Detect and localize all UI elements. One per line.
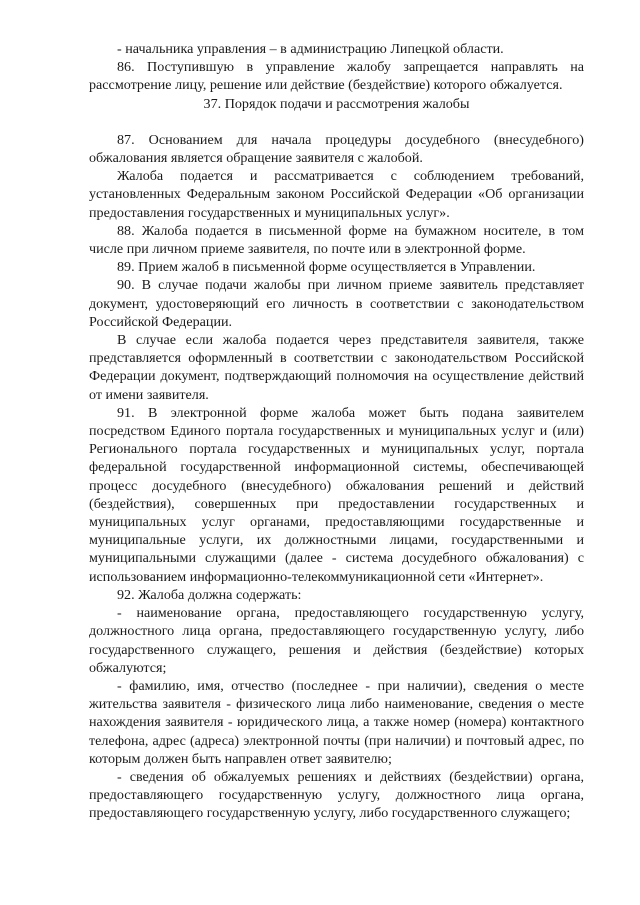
paragraph-complaint-rules: Жалоба подается и рассматривается с соблюдением требований, установленных Федеральным законом Российской Федерации «Об организации предоставления государственных и муниципальных услуг». — [89, 168, 584, 221]
document-page — [89, 40, 584, 823]
paragraph-representative: В случае если жалоба подается через представителя заявителя, также представляется оформленный в соответствии с законодательством Российской Федерации документ, подтверждающий полномочия на осуществление действий от имени заявителя. — [89, 332, 584, 403]
paragraph-86: 86. Поступившую в управление жалобу запрещается направлять на рассмотрение лицу, решение или действие (бездействие) которого обжалуется. — [89, 59, 584, 94]
paragraph-87: 87. Основанием для начала процедуры досудебного (внесудебного) обжалования является обращение заявителя с жалобой. — [89, 131, 584, 167]
paragraph-91: 91. В электронной форме жалоба может быть подана заявителем посредством Единого портала государственных и муниципальных услуг и (или) Регионального портала государственных и муниципальных услуг, портала федеральной государственной информационной системы, обеспечивающей процесс досудебного (внесудебного) обжалования решений и действий (бездействия), совершенных при предоставлении государственных и муниципальных услуг органами, предоставляющими государственные и муниципальные услуги, их должностными лицами, государственными и муниципальными служащими (далее - система досудебного обжалования) с использованием информационно-телекоммуникационной сети «Интернет». — [89, 404, 584, 585]
section-heading: 37. Порядок подачи и рассмотрения жалобы — [203, 95, 470, 112]
list-item-decisions-info: - сведения об обжалуемых решениях и действиях (бездействии) органа, предоставляющего государственную услугу, должностного лица органа, предоставляющего государственную услугу, либо государственного служащего; — [89, 768, 584, 822]
paragraph-chief-appeal: - начальника управления – в администрацию Липецкой области. — [117, 41, 504, 57]
paragraph-89: 89. Прием жалоб в письменной форме осуществляется в Управлении. — [117, 259, 536, 276]
paragraph-90: 90. В случае подачи жалобы при личном приеме заявитель представляет документ, удостоверяющий его личность в соответствии с законодательством Российской Федерации. — [89, 277, 584, 330]
list-item-organ-name: - наименование органа, предоставляющего государственную услугу, должностного лица органа, предоставляющего государственную услугу, либо государственного служащего, решения и действия (бездействие) которых обжалуются; — [89, 605, 584, 676]
paragraph-88: 88. Жалоба подается в письменной форме на бумажном носителе, в том числе при личном приеме заявителя, по почте или в электронной форме. — [89, 222, 584, 258]
list-item-applicant-info: - фамилию, имя, отчество (последнее - при наличии), сведения о месте жительства заявителя - физического лица либо наименование, сведения о месте нахождения заявителя - юридического лица, а также номер (номера) контактного телефона, адрес (адреса) электронной почты (при наличии) и почтовый адрес, по которым должен быть направлен ответ заявителю; — [89, 677, 584, 767]
paragraph-92: 92. Жалоба должна содержать: — [117, 586, 302, 603]
